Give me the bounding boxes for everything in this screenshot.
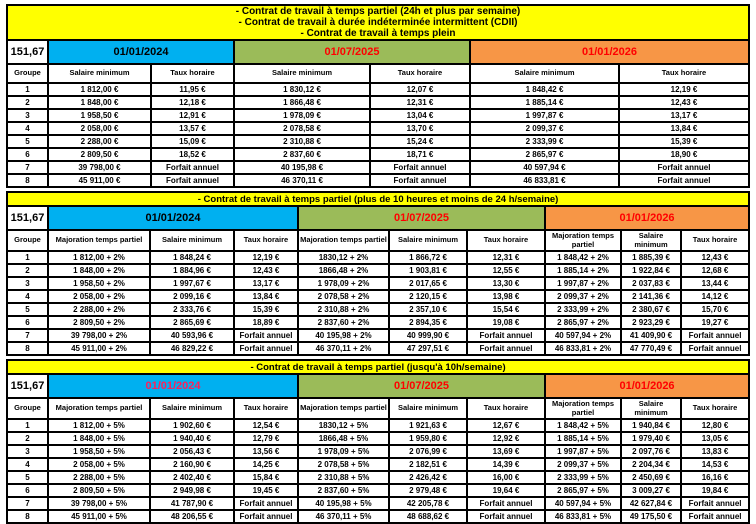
value-cell: 2 076,99 €	[389, 445, 467, 458]
value-cell: 19,27 €	[681, 316, 749, 329]
value-cell: 1 921,63 €	[389, 419, 467, 432]
value-cell: 40 195,98 + 5%	[298, 497, 389, 510]
column-header: Salaire minimum	[150, 398, 234, 419]
group-number-cell: 7	[7, 329, 48, 342]
value-cell: 47 770,49 €	[621, 342, 681, 355]
value-cell: 2 182,51 €	[389, 458, 467, 471]
value-cell: 47 297,51 €	[389, 342, 467, 355]
group-column-header: Groupe	[7, 230, 48, 251]
value-cell: 48 688,62 €	[389, 510, 467, 523]
value-cell: 2 078,58 €	[234, 122, 370, 135]
value-cell: 1 978,09 + 5%	[298, 445, 389, 458]
value-cell: 1866,48 + 2%	[298, 264, 389, 277]
table-row	[7, 342, 749, 355]
value-cell: Forfait annuel	[467, 329, 545, 342]
value-cell: 1 940,84 €	[621, 419, 681, 432]
value-cell: 48 206,55 €	[150, 510, 234, 523]
value-cell: 16,00 €	[467, 471, 545, 484]
group-number-cell: 3	[7, 445, 48, 458]
column-header-row	[7, 230, 749, 251]
group-number-cell: 4	[7, 122, 48, 135]
value-cell: Forfait annuel	[467, 342, 545, 355]
value-cell: 42 627,84 €	[621, 497, 681, 510]
monthly-hours-reference: 151,67	[7, 206, 48, 230]
value-cell: 1 848,00 €	[48, 96, 151, 109]
period-header-2025: 01/07/2025	[234, 40, 470, 64]
value-cell: Forfait annuel	[151, 161, 234, 174]
period-header-2026: 01/01/2026	[545, 206, 749, 230]
value-cell: 12,19 €	[619, 83, 749, 96]
value-cell: 12,54 €	[234, 419, 298, 432]
value-cell: 13,30 €	[467, 277, 545, 290]
value-cell: 2 097,76 €	[621, 445, 681, 458]
value-cell: 13,57 €	[151, 122, 234, 135]
value-cell: 1 885,39 €	[621, 251, 681, 264]
value-cell: 12,31 €	[370, 96, 470, 109]
table-row	[7, 432, 749, 445]
value-cell: 1 866,72 €	[389, 251, 467, 264]
value-cell: 12,79 €	[234, 432, 298, 445]
group-number-cell: 3	[7, 277, 48, 290]
table-title-line: - Contrat de travail à temps plein	[300, 28, 456, 39]
group-number-cell: 8	[7, 342, 48, 355]
value-cell: 2 288,00 + 2%	[48, 303, 150, 316]
table-title-band	[7, 192, 749, 206]
value-cell: 2 288,00 + 5%	[48, 471, 150, 484]
group-number-cell: 6	[7, 316, 48, 329]
value-cell: 18,71 €	[370, 148, 470, 161]
value-cell: 1 903,81 €	[389, 264, 467, 277]
value-cell: 2 058,00 + 2%	[48, 290, 150, 303]
value-cell: 2 837,60 + 2%	[298, 316, 389, 329]
value-cell: Forfait annuel	[681, 329, 749, 342]
value-cell: 2 357,10 €	[389, 303, 467, 316]
column-header: Taux horaire	[681, 398, 749, 419]
table-row	[7, 251, 749, 264]
value-cell: 2 865,69 €	[150, 316, 234, 329]
group-number-cell: 3	[7, 109, 48, 122]
group-number-cell: 5	[7, 135, 48, 148]
value-cell: 15,39 €	[619, 135, 749, 148]
table-title-band	[7, 360, 749, 374]
value-cell: 13,17 €	[234, 277, 298, 290]
value-cell: 12,31 €	[467, 251, 545, 264]
group-number-cell: 7	[7, 161, 48, 174]
value-cell: 14,12 €	[681, 290, 749, 303]
period-header-2024: 01/01/2024	[48, 374, 298, 398]
column-header: Salaire minimum	[389, 398, 467, 419]
value-cell: 1 848,42 + 5%	[545, 419, 621, 432]
value-cell: 46 833,81 + 5%	[545, 510, 621, 523]
table-row	[7, 161, 749, 174]
table-temps-partiel-10h-24h	[6, 191, 750, 356]
value-cell: 12,80 €	[681, 419, 749, 432]
value-cell: Forfait annuel	[370, 161, 470, 174]
value-cell: 15,54 €	[467, 303, 545, 316]
value-cell: 1 848,24 €	[150, 251, 234, 264]
value-cell: 18,89 €	[234, 316, 298, 329]
value-cell: 2 099,37 + 2%	[545, 290, 621, 303]
value-cell: 2 923,29 €	[621, 316, 681, 329]
column-header: Salaire minimum	[48, 64, 151, 83]
value-cell: 1 997,67 €	[150, 277, 234, 290]
value-cell: 15,70 €	[681, 303, 749, 316]
value-cell: 12,19 €	[234, 251, 298, 264]
column-header: Majoration temps partiel	[48, 230, 150, 251]
table-row	[7, 290, 749, 303]
table-row	[7, 484, 749, 497]
value-cell: 13,83 €	[681, 445, 749, 458]
value-cell: 2 099,37 €	[470, 122, 619, 135]
value-cell: 13,70 €	[370, 122, 470, 135]
column-header: Salaire minimum	[389, 230, 467, 251]
value-cell: 2 809,50 + 5%	[48, 484, 150, 497]
column-header-row	[7, 64, 749, 83]
value-cell: 2 837,60 €	[234, 148, 370, 161]
value-cell: 13,44 €	[681, 277, 749, 290]
table-row	[7, 419, 749, 432]
value-cell: 46 370,11 + 2%	[298, 342, 389, 355]
table-row	[7, 96, 749, 109]
column-header: Taux horaire	[151, 64, 234, 83]
value-cell: 12,43 €	[619, 96, 749, 109]
value-cell: 2 120,15 €	[389, 290, 467, 303]
value-cell: 2 310,88 + 5%	[298, 471, 389, 484]
column-header: Salaire minimum	[470, 64, 619, 83]
value-cell: 40 999,90 €	[389, 329, 467, 342]
value-cell: Forfait annuel	[234, 510, 298, 523]
value-cell: 2 333,99 + 5%	[545, 471, 621, 484]
value-cell: 2 310,88 €	[234, 135, 370, 148]
value-cell: 19,64 €	[467, 484, 545, 497]
value-cell: 45 911,00 + 2%	[48, 342, 150, 355]
value-cell: 41 787,90 €	[150, 497, 234, 510]
table-row	[7, 277, 749, 290]
table-row	[7, 83, 749, 96]
table-temps-plein-cdii-24h	[6, 4, 750, 188]
value-cell: 1 848,42 €	[470, 83, 619, 96]
title-band-row	[7, 5, 749, 40]
value-cell: 12,43 €	[234, 264, 298, 277]
value-cell: Forfait annuel	[151, 174, 234, 187]
value-cell: 19,08 €	[467, 316, 545, 329]
column-header-row	[7, 398, 749, 419]
column-header: Taux horaire	[619, 64, 749, 83]
value-cell: 2 402,40 €	[150, 471, 234, 484]
value-cell: 1 885,14 + 5%	[545, 432, 621, 445]
table-row	[7, 174, 749, 187]
value-cell: 45 911,00 €	[48, 174, 151, 187]
value-cell: 46 833,81 + 2%	[545, 342, 621, 355]
value-cell: 1 884,96 €	[150, 264, 234, 277]
value-cell: 46 370,11 €	[234, 174, 370, 187]
value-cell: 2 037,83 €	[621, 277, 681, 290]
table-row	[7, 329, 749, 342]
period-header-2024: 01/01/2024	[48, 206, 298, 230]
group-number-cell: 4	[7, 290, 48, 303]
value-cell: 2 865,97 €	[470, 148, 619, 161]
value-cell: 13,17 €	[619, 109, 749, 122]
value-cell: 46 829,22 €	[150, 342, 234, 355]
table-row	[7, 135, 749, 148]
value-cell: Forfait annuel	[619, 174, 749, 187]
value-cell: 19,84 €	[681, 484, 749, 497]
value-cell: 46 370,11 + 5%	[298, 510, 389, 523]
value-cell: 46 833,81 €	[470, 174, 619, 187]
group-number-cell: 2	[7, 432, 48, 445]
value-cell: 49 175,50 €	[621, 510, 681, 523]
value-cell: 2 426,42 €	[389, 471, 467, 484]
group-number-cell: 2	[7, 264, 48, 277]
value-cell: 2 058,00 €	[48, 122, 151, 135]
value-cell: 2 160,90 €	[150, 458, 234, 471]
value-cell: 2 809,50 + 2%	[48, 316, 150, 329]
value-cell: 2 333,99 €	[470, 135, 619, 148]
value-cell: 42 205,78 €	[389, 497, 467, 510]
column-header: Salaire minimum	[621, 230, 681, 251]
value-cell: 1830,12 + 2%	[298, 251, 389, 264]
column-header: Majoration temps partiel	[48, 398, 150, 419]
column-header: Taux horaire	[467, 398, 545, 419]
table-title-line: - Contrat de travail à temps partiel (24h et plus par semaine)	[235, 6, 521, 17]
value-cell: 14,39 €	[467, 458, 545, 471]
column-header: Majoration temps partiel	[298, 230, 389, 251]
group-number-cell: 1	[7, 251, 48, 264]
value-cell: 1 997,87 + 2%	[545, 277, 621, 290]
value-cell: 2 056,43 €	[150, 445, 234, 458]
value-cell: 40 597,94 €	[470, 161, 619, 174]
value-cell: 2 865,97 + 2%	[545, 316, 621, 329]
group-number-cell: 1	[7, 83, 48, 96]
value-cell: 1 902,60 €	[150, 419, 234, 432]
period-header-2025: 01/07/2025	[298, 206, 545, 230]
table-row	[7, 316, 749, 329]
column-header: Salaire minimum	[234, 64, 370, 83]
value-cell: 2 450,69 €	[621, 471, 681, 484]
value-cell: Forfait annuel	[234, 497, 298, 510]
value-cell: Forfait annuel	[467, 497, 545, 510]
value-cell: Forfait annuel	[370, 174, 470, 187]
table-row	[7, 122, 749, 135]
group-number-cell: 4	[7, 458, 48, 471]
group-number-cell: 1	[7, 419, 48, 432]
value-cell: 1 958,50 + 5%	[48, 445, 150, 458]
value-cell: Forfait annuel	[619, 161, 749, 174]
group-number-cell: 8	[7, 174, 48, 187]
value-cell: 12,43 €	[681, 251, 749, 264]
value-cell: 2 058,00 + 5%	[48, 458, 150, 471]
value-cell: 14,53 €	[681, 458, 749, 471]
value-cell: 1 885,14 + 2%	[545, 264, 621, 277]
title-band-row	[7, 360, 749, 374]
table-row	[7, 148, 749, 161]
value-cell: 1 885,14 €	[470, 96, 619, 109]
value-cell: 13,69 €	[467, 445, 545, 458]
table-row	[7, 109, 749, 122]
value-cell: 2 979,48 €	[389, 484, 467, 497]
value-cell: 40 597,94 + 2%	[545, 329, 621, 342]
value-cell: 41 409,90 €	[621, 329, 681, 342]
table-row	[7, 264, 749, 277]
value-cell: 1 848,00 + 2%	[48, 264, 150, 277]
column-header: Salaire minimum	[150, 230, 234, 251]
value-cell: 12,07 €	[370, 83, 470, 96]
value-cell: 18,90 €	[619, 148, 749, 161]
value-cell: 39 798,00 + 2%	[48, 329, 150, 342]
value-cell: 3 009,27 €	[621, 484, 681, 497]
value-cell: 40 593,96 €	[150, 329, 234, 342]
value-cell: 13,84 €	[234, 290, 298, 303]
value-cell: 2 099,37 + 5%	[545, 458, 621, 471]
value-cell: 2 949,98 €	[150, 484, 234, 497]
monthly-hours-reference: 151,67	[7, 40, 48, 64]
value-cell: 1 978,09 + 2%	[298, 277, 389, 290]
column-header: Salaire minimum	[621, 398, 681, 419]
value-cell: 1 979,40 €	[621, 432, 681, 445]
value-cell: 40 195,98 + 2%	[298, 329, 389, 342]
value-cell: Forfait annuel	[681, 510, 749, 523]
value-cell: 13,56 €	[234, 445, 298, 458]
group-column-header: Groupe	[7, 64, 48, 83]
value-cell: 1 812,00 + 5%	[48, 419, 150, 432]
value-cell: 2 099,16 €	[150, 290, 234, 303]
monthly-hours-reference: 151,67	[7, 374, 48, 398]
value-cell: 13,84 €	[619, 122, 749, 135]
column-header: Majoration temps partiel	[545, 230, 621, 251]
value-cell: Forfait annuel	[234, 329, 298, 342]
value-cell: 2 078,58 + 2%	[298, 290, 389, 303]
value-cell: 12,68 €	[681, 264, 749, 277]
value-cell: 1 958,50 + 2%	[48, 277, 150, 290]
table-row	[7, 445, 749, 458]
period-header-2026: 01/01/2026	[545, 374, 749, 398]
value-cell: 2 078,58 + 5%	[298, 458, 389, 471]
group-number-cell: 5	[7, 471, 48, 484]
value-cell: 1 997,87 + 5%	[545, 445, 621, 458]
value-cell: 1 922,84 €	[621, 264, 681, 277]
table-title-band	[7, 5, 749, 40]
group-number-cell: 7	[7, 497, 48, 510]
value-cell: 1 940,40 €	[150, 432, 234, 445]
value-cell: 13,05 €	[681, 432, 749, 445]
title-band-row	[7, 192, 749, 206]
value-cell: 2 865,97 + 5%	[545, 484, 621, 497]
group-number-cell: 8	[7, 510, 48, 523]
value-cell: 12,55 €	[467, 264, 545, 277]
column-header: Taux horaire	[234, 398, 298, 419]
value-cell: 1 848,00 + 5%	[48, 432, 150, 445]
table-row	[7, 497, 749, 510]
column-header: Majoration temps partiel	[545, 398, 621, 419]
value-cell: 1 812,00 + 2%	[48, 251, 150, 264]
value-cell: 15,24 €	[370, 135, 470, 148]
value-cell: 1 978,09 €	[234, 109, 370, 122]
value-cell: 15,84 €	[234, 471, 298, 484]
value-cell: 2 380,67 €	[621, 303, 681, 316]
value-cell: 2 204,34 €	[621, 458, 681, 471]
period-header-2025: 01/07/2025	[298, 374, 545, 398]
value-cell: 1830,12 + 5%	[298, 419, 389, 432]
value-cell: 1 848,42 + 2%	[545, 251, 621, 264]
period-header-2026: 01/01/2026	[470, 40, 749, 64]
value-cell: 2 809,50 €	[48, 148, 151, 161]
group-number-cell: 5	[7, 303, 48, 316]
period-header-row	[7, 206, 749, 230]
value-cell: 18,52 €	[151, 148, 234, 161]
column-header: Taux horaire	[467, 230, 545, 251]
value-cell: 39 798,00 + 5%	[48, 497, 150, 510]
value-cell: 39 798,00 €	[48, 161, 151, 174]
group-number-cell: 6	[7, 148, 48, 161]
table-row	[7, 471, 749, 484]
table-title-line: - Contrat de travail à durée indéterminée intermittent (CDII)	[238, 17, 518, 28]
value-cell: 2 017,65 €	[389, 277, 467, 290]
value-cell: Forfait annuel	[234, 342, 298, 355]
value-cell: 1 997,87 €	[470, 109, 619, 122]
value-cell: 19,45 €	[234, 484, 298, 497]
value-cell: 1 958,50 €	[48, 109, 151, 122]
value-cell: 14,25 €	[234, 458, 298, 471]
value-cell: 1 866,48 €	[234, 96, 370, 109]
value-cell: 45 911,00 + 5%	[48, 510, 150, 523]
column-header: Taux horaire	[234, 230, 298, 251]
value-cell: 2 310,88 + 2%	[298, 303, 389, 316]
table-title-line: - Contrat de travail à temps partiel (plus de 10 heures et moins de 24 h/semaine)	[197, 193, 559, 205]
value-cell: 16,16 €	[681, 471, 749, 484]
table-row	[7, 303, 749, 316]
value-cell: Forfait annuel	[681, 342, 749, 355]
value-cell: 13,04 €	[370, 109, 470, 122]
value-cell: Forfait annuel	[681, 497, 749, 510]
column-header: Taux horaire	[370, 64, 470, 83]
table-row	[7, 458, 749, 471]
value-cell: 11,95 €	[151, 83, 234, 96]
value-cell: 1 830,12 €	[234, 83, 370, 96]
group-number-cell: 2	[7, 96, 48, 109]
table-temps-partiel-jusqua-10h	[6, 359, 750, 524]
value-cell: 40 597,94 + 5%	[545, 497, 621, 510]
period-header-2024: 01/01/2024	[48, 40, 234, 64]
value-cell: Forfait annuel	[467, 510, 545, 523]
group-number-cell: 6	[7, 484, 48, 497]
value-cell: 12,91 €	[151, 109, 234, 122]
group-column-header: Groupe	[7, 398, 48, 419]
value-cell: 1866,48 + 5%	[298, 432, 389, 445]
value-cell: 15,09 €	[151, 135, 234, 148]
column-header: Taux horaire	[681, 230, 749, 251]
value-cell: 2 141,36 €	[621, 290, 681, 303]
column-header: Majoration temps partiel	[298, 398, 389, 419]
period-header-row	[7, 40, 749, 64]
value-cell: 12,67 €	[467, 419, 545, 432]
value-cell: 13,98 €	[467, 290, 545, 303]
value-cell: 1 812,00 €	[48, 83, 151, 96]
value-cell: 1 959,80 €	[389, 432, 467, 445]
value-cell: 2 837,60 + 5%	[298, 484, 389, 497]
value-cell: 2 894,35 €	[389, 316, 467, 329]
value-cell: 40 195,98 €	[234, 161, 370, 174]
value-cell: 12,92 €	[467, 432, 545, 445]
value-cell: 2 333,76 €	[150, 303, 234, 316]
value-cell: 2 288,00 €	[48, 135, 151, 148]
table-title-line: - Contrat de travail à temps partiel (jusqu'à 10h/semaine)	[250, 361, 506, 373]
period-header-row	[7, 374, 749, 398]
value-cell: 12,18 €	[151, 96, 234, 109]
value-cell: 2 333,99 + 2%	[545, 303, 621, 316]
value-cell: 15,39 €	[234, 303, 298, 316]
